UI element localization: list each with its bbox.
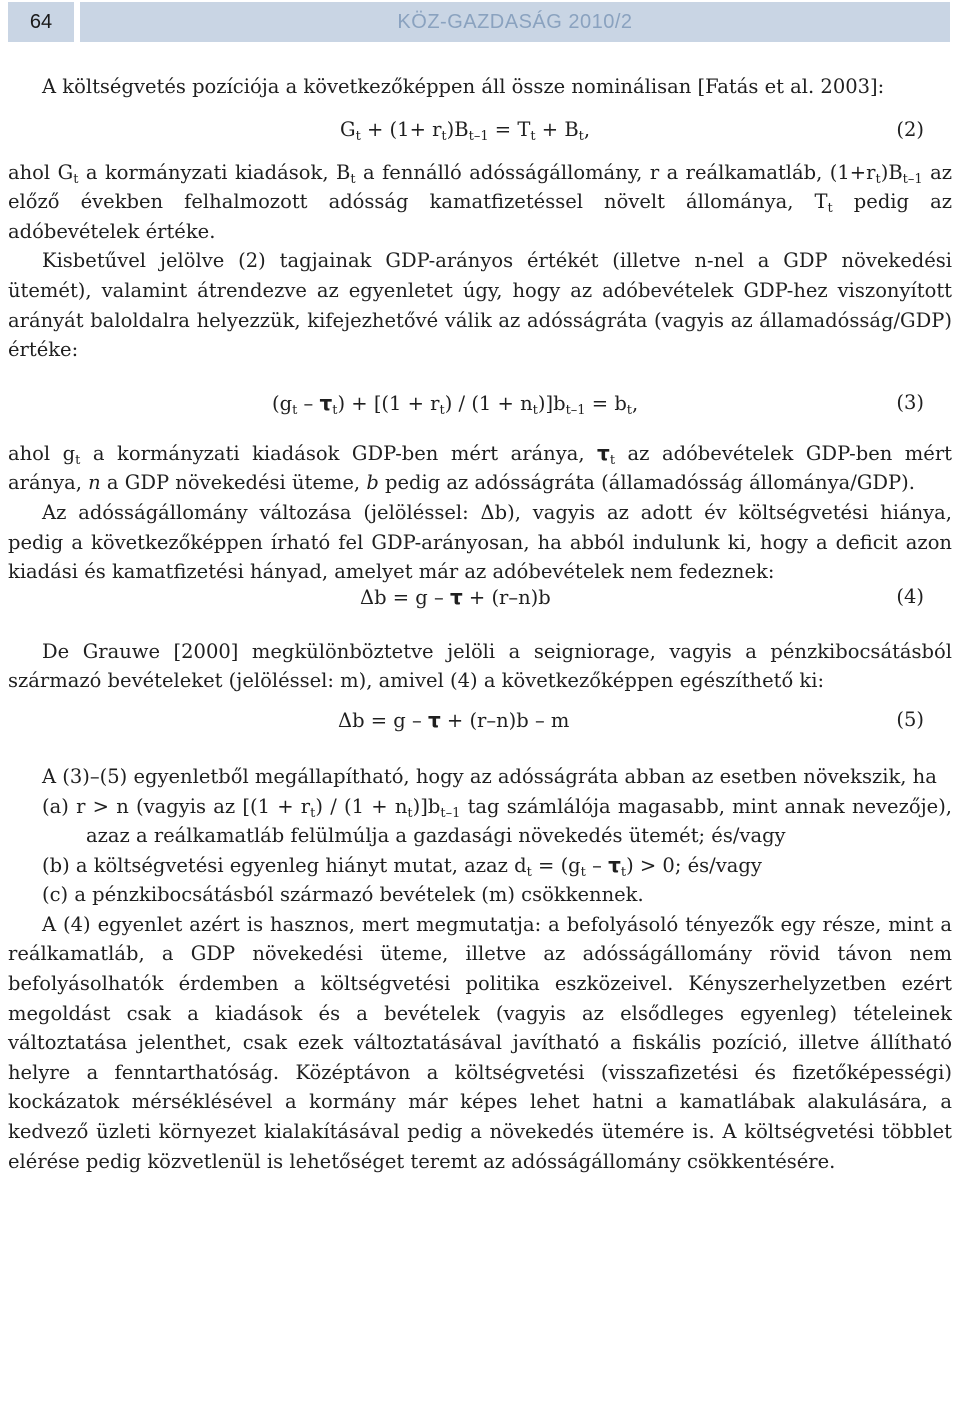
- paragraph-conclusion: A (4) egyenlet azért is hasznos, mert megmutatja: a befolyásoló tényezők egy része, mint a reálkamatláb, a GDP növekedési üteme, illetve az adósságállomány rövid távon nem befolyásolhatók érdemben a költségvetési politika eszközeivel. Kényszerhelyzetben ezért megoldást csak a kiadások és a bevételek (vagyis az elsődleges egyenleg) tételeinek változtatása jelenthet, csak ezek változtatásával javítható a fiskális pozíció, illetve állítható helyre a fenntarthatóság. Középtávon a költségvetési (visszafizetési és fizetőképességi) kockázatok mérséklésével a kormány már képes lehet hatni a kamatlábak alakulására, a kedvező üzleti környezet kialakításával pedig a növekedés ütemére is. A költségvetési többlet elérése pedig közvetlenül is lehetőséget teremt az adósságállomány csökkentésére.: [8, 912, 952, 1173]
- equation-3-formula: $(g_t - \tau_t) + [(1 + r_t) / (1 + n_t)]b_{t-1} = b_t$,: [272, 390, 639, 418]
- equation-5-label: (5): [896, 707, 924, 731]
- paragraph-gdp-ratio: Kisbetűvel jelölve (2) tagjainak GDP-arányos értékét (illetve n-nel a GDP növekedési ütemét), valamint átrendezve az egyenletet úgy, hogy az adóbevételek GDP-hez viszonyított arányát baloldalra helyezzük, kifejezhetővé válik az adósságráta (vagyis az államadósság/GDP) értéke:: [8, 249, 952, 362]
- paragraph-definitions: ahol $G_t$ a kormányzati kiadások, $B_t$ a fennálló adósságállomány, r a reálkamatláb, $(1+r_t)B_{t-1}$ az előző években felhalmozott adósság kamatfizetéssel növelt állománya, $T_t$ pedig az adóbevételek értéke.: [8, 160, 953, 243]
- paragraph-conditions: A (3)–(5) egyenletből megállapítható, hogy az adósságráta abban az esetben növekszik, ha: [42, 764, 937, 788]
- equation-5: [8, 700, 952, 740]
- equation-2-formula: $G_t + (1+ r_t)B_{t-1} = T_t + B_t$,: [340, 117, 591, 144]
- journal-title: KÖZ-GAZDASÁG 2010/2: [80, 2, 950, 42]
- list-item-a: (a) r > n (vagyis az $[(1 + r_t) / (1 + n_t)]b_{t-1}$ tag számlálója magasabb, mint annak nevezője), azaz a reálkamatláb felülmúlja a gazdasági növekedés ütemét; és/vagy: [42, 794, 953, 848]
- equation-4-label: (4): [896, 584, 924, 608]
- article-body: [8, 72, 952, 1176]
- equation-3-label: (3): [896, 390, 924, 414]
- paragraph-ratios: ahol $g_t$ a kormányzati kiadások GDP-ben mért aránya, $\tau_t$ az adóbevételek GDP-ben mért aránya, n a GDP növekedési üteme, b pedig az adósságráta (államadósság állománya/GDP).: [8, 440, 952, 495]
- equation-4-formula: Δb = g – τ + (r–n)b: [360, 584, 551, 609]
- list-item-b: (b) a költségvetési egyenleg hiányt mutat, azaz $d_t = (g_t - \tau_t) > 0$; és/vagy: [42, 852, 762, 880]
- page-header: [0, 0, 960, 44]
- equation-3: [8, 383, 952, 423]
- equation-2-label: (2): [896, 117, 924, 141]
- paragraph-seigniorage: De Grauwe [2000] megkülönböztetve jelöli a seigniorage, vagyis a pénzkibocsátásból származó bevételeket (jelöléssel: m), amivel (4) a következőképpen egészíthető ki:: [8, 639, 952, 693]
- paragraph-debt-change: Az adósságállomány változása (jelöléssel: Δb), vagyis az adott év költségvetési hiánya, pedig a következőképpen írható fel GDP-arányosan, ha abból indulunk ki, hogy a deficit azon kiadási és kamatfizetési hányad, amelyet már az adóbevételek nem fedeznek:: [8, 500, 952, 584]
- paragraph-intro: A költségvetés pozíciója a következőképpen áll össze nominálisan [Fatás et al. 2003]:: [42, 75, 885, 98]
- equation-2: [8, 110, 952, 150]
- equation-5-formula: Δb = g – τ + (r–n)b – m: [338, 707, 570, 732]
- equation-4: [8, 577, 952, 617]
- list-item-c: (c) a pénzkibocsátásból származó bevételek (m) csökkennek.: [42, 883, 644, 907]
- page-number: 64: [8, 2, 74, 42]
- conditions-list: [8, 792, 952, 910]
